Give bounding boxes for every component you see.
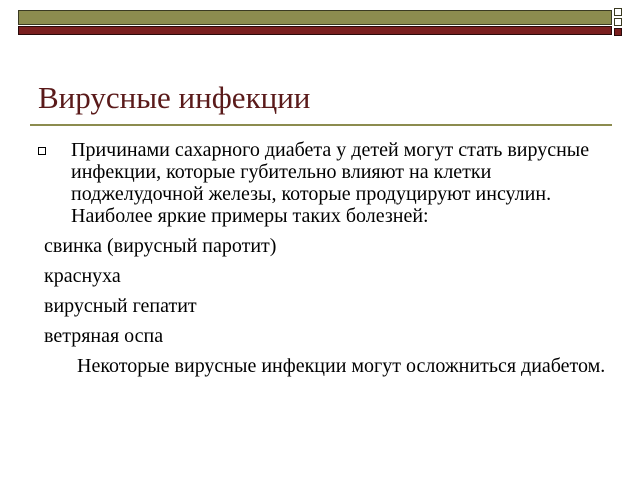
decor-square-icon	[614, 8, 622, 16]
square-bullet-icon	[38, 147, 46, 155]
intro-text: Причинами сахарного диабета у детей могут стать вирусные инфекции, которые губительно влияют на клетки поджелудочной железы, которые продуцируют инсулин. Наиболее яркие примеры таких болезней:	[71, 139, 590, 227]
header-olive-bar	[18, 10, 612, 25]
closing-sentence: Некоторые вирусные инфекции могут осложниться диабетом.	[77, 355, 606, 377]
decor-square-icon	[614, 28, 622, 36]
example-item: ветряная оспа	[44, 325, 164, 347]
bullet-item	[38, 139, 608, 227]
example-item: вирусный гепатит	[44, 295, 197, 317]
slide-body	[38, 139, 608, 377]
title-divider	[30, 124, 612, 126]
example-item: свинка (вирусный паротит)	[44, 235, 277, 257]
header-dark-bar	[18, 26, 612, 35]
decor-square-icon	[614, 18, 622, 26]
closing-text	[38, 355, 608, 377]
header-band	[0, 0, 640, 40]
slide-title: Вирусные инфекции	[38, 80, 311, 115]
example-item: краснуха	[44, 265, 121, 287]
